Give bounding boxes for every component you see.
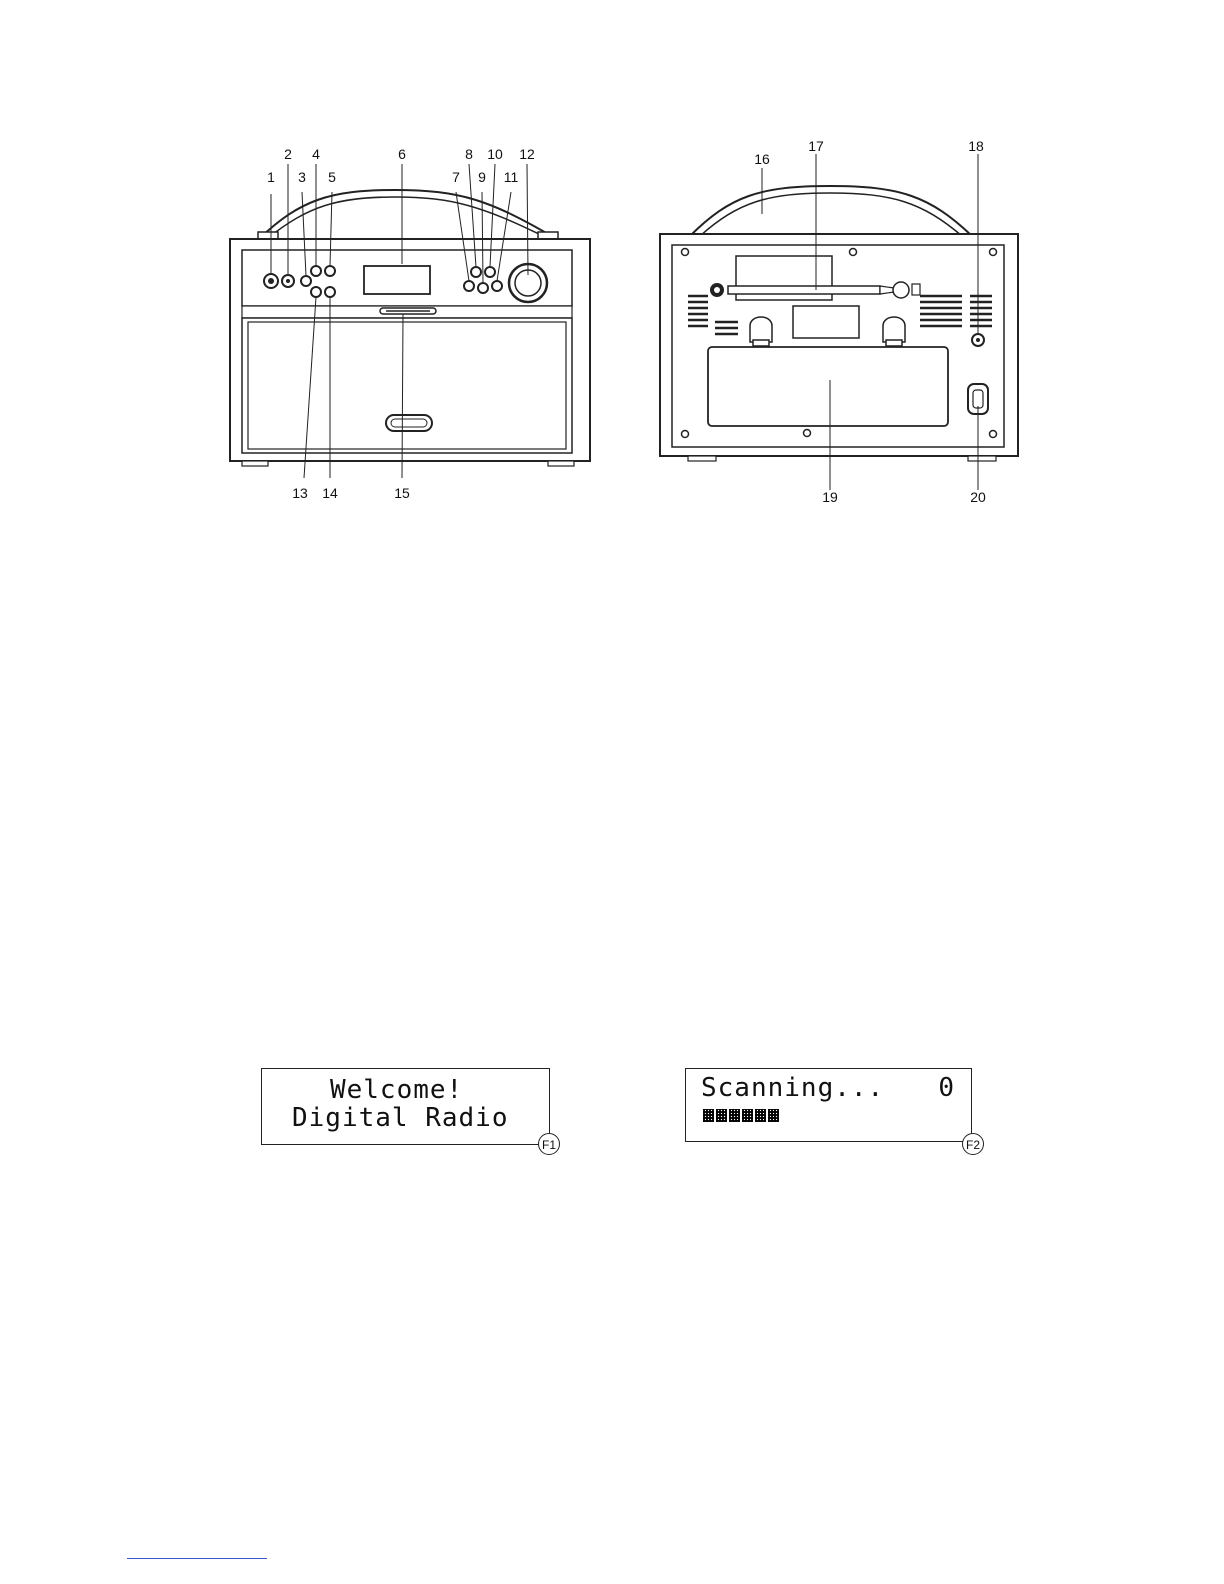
lcd-line-1: Welcome! <box>280 1075 464 1105</box>
callout-13: 13 <box>292 485 308 501</box>
lcd-line-2: Digital Radio <box>292 1103 509 1133</box>
lcd-station-count: 0 <box>938 1073 955 1103</box>
callout-20: 20 <box>970 489 986 505</box>
callout-6: 6 <box>398 146 406 162</box>
scan-progress-block <box>755 1109 766 1122</box>
scan-progress-block <box>716 1109 727 1122</box>
callout-7: 7 <box>452 169 460 185</box>
callout-10: 10 <box>487 146 503 162</box>
lcd-display-scanning <box>685 1068 972 1142</box>
callout-8: 8 <box>465 146 473 162</box>
callout-9: 9 <box>478 169 486 185</box>
callout-12: 12 <box>519 146 535 162</box>
callout-19: 19 <box>822 489 838 505</box>
radio-front-view <box>220 140 600 510</box>
footnote-rule <box>127 1558 267 1559</box>
callout-3: 3 <box>298 169 306 185</box>
lcd-scanning-text: Scanning... <box>701 1073 885 1103</box>
lcd-display-welcome <box>261 1068 550 1145</box>
scan-progress-bar <box>703 1109 781 1123</box>
callout-15: 15 <box>394 485 410 501</box>
callout-14: 14 <box>322 485 338 501</box>
callout-1: 1 <box>267 169 275 185</box>
callout-5: 5 <box>328 169 336 185</box>
callout-16: 16 <box>754 151 770 167</box>
callout-17: 17 <box>808 138 824 154</box>
callout-11: 11 <box>503 169 519 185</box>
callout-4: 4 <box>312 146 320 162</box>
figure-label-f2: F2 <box>962 1133 984 1155</box>
callout-2: 2 <box>284 146 292 162</box>
scan-progress-block <box>768 1109 779 1122</box>
radio-back-view <box>650 140 1030 510</box>
figure-label-f1: F1 <box>538 1133 560 1155</box>
scan-progress-block <box>742 1109 753 1122</box>
scan-progress-block <box>729 1109 740 1122</box>
callout-18: 18 <box>968 138 984 154</box>
scan-progress-block <box>703 1109 714 1122</box>
